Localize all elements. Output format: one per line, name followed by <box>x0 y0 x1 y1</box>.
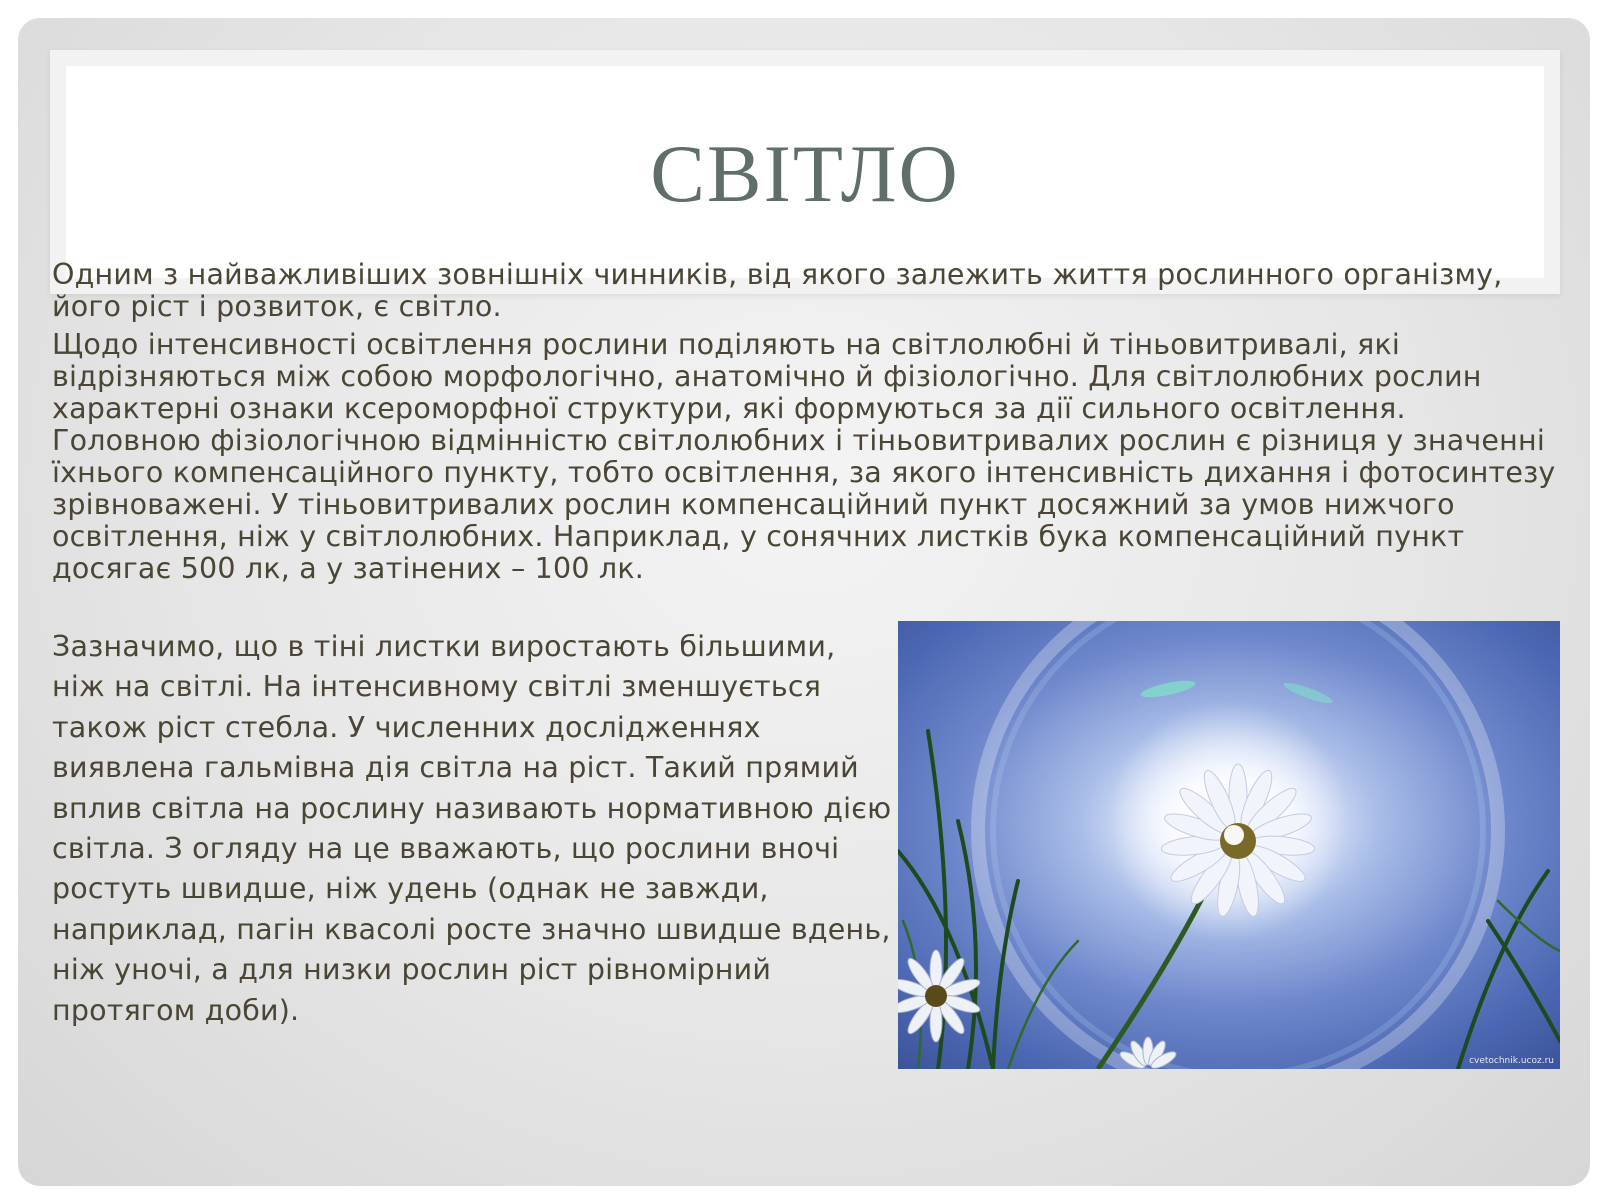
title-box <box>66 66 1544 278</box>
daisy-photo <box>898 621 1560 1069</box>
photo-watermark: cvetochnik.ucoz.ru <box>1469 1056 1554 1066</box>
paragraph-3: Зазначимо, що в тіні листки виростають більшими, ніж на світлі. На інтенсивному світлі зменшується також ріст стебла. У численних дослідженнях виявлена гальмівна дія світла на ріст. Такий прямий вплив світла на рослину називають нормативною дією світла. З огляду на це вважають, що рослини вночі ростуть швидше, ніж удень (однак не завжди, наприклад, пагін квасолі росте значно швидше вдень, ніж уночі, а для низки рослин ріст рівномірний протягом доби). <box>52 630 892 1027</box>
body-text <box>52 259 1562 585</box>
slide-title: СВІТЛО <box>650 128 960 219</box>
paragraph-2: Щодо інтенсивності освітлення рослини поділяють на світлолюбні й тіньовитривалі, які відрізняються між собою морфологічно, анатомічно й фізіологічно. Для світлолюбних рослин характерні ознаки ксероморфної структури, які формуються за дії сильного освітлення. Головною фізіологічною відмінністю світлолюбних і тіньовитривалих рослин є різниця у значенні їхнього компенсаційного пункту, тобто освітлення, за якого інтенсивність дихання і фотосинтезу зрівноважені. У тіньовитривалих рослин компенсаційний пункт досяжний за умов нижчого освітлення, ніж у світлолюбних. Наприклад, у сонячних листків бука компенсаційний пункт досягає 500 лк, а у затінених – 100 лк. <box>52 328 1556 585</box>
paragraph-1: Одним з найважливіших зовнішніх чинників, від якого залежить життя рослинного організму, його ріст і розвиток, є світло. <box>52 258 1503 323</box>
